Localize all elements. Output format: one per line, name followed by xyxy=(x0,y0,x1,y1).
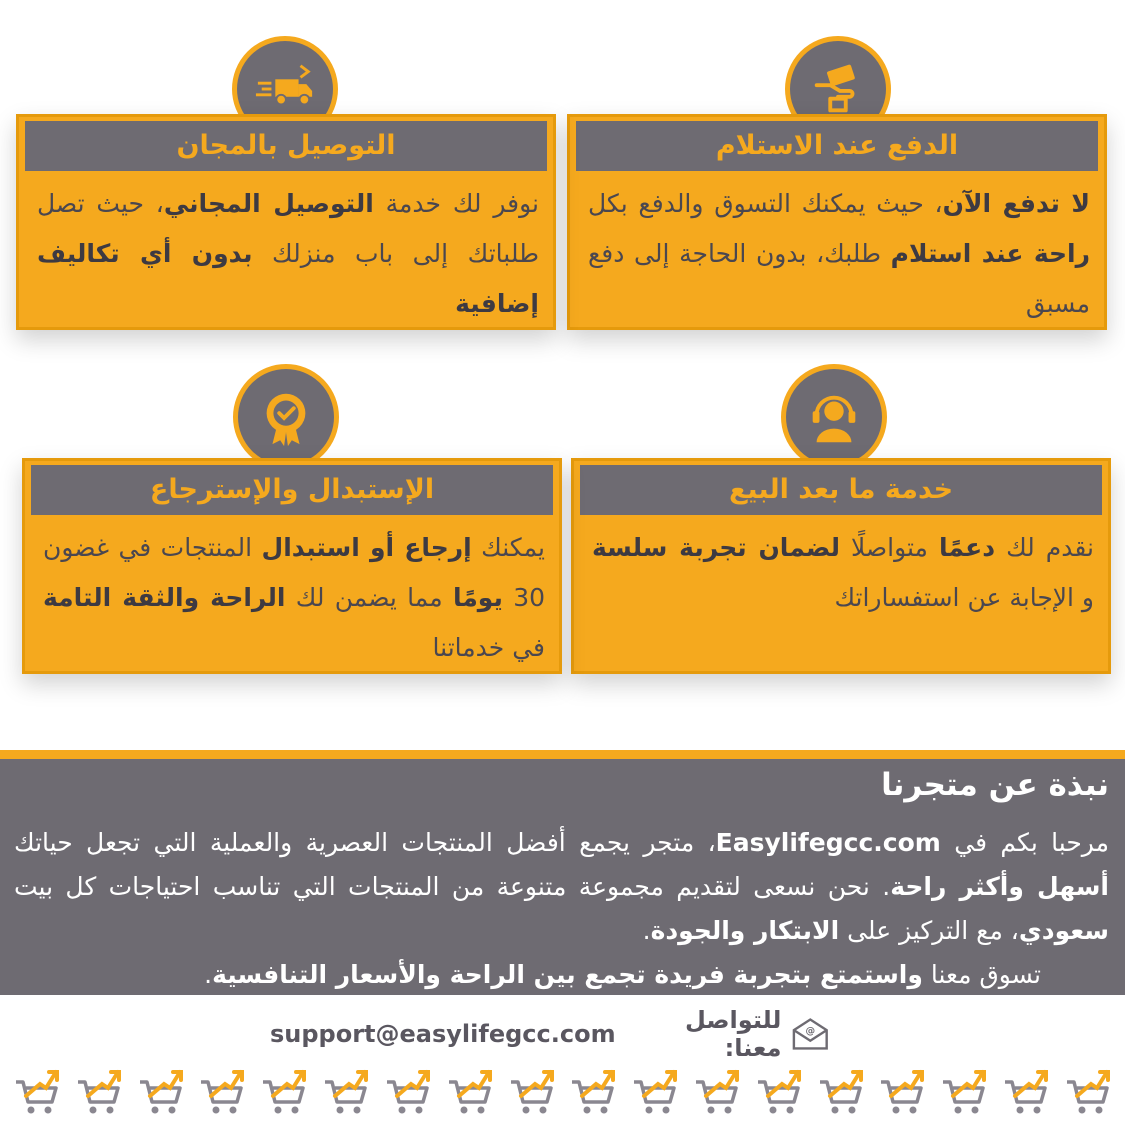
cart-strip xyxy=(14,1066,1111,1122)
about-title: نبذة عن متجرنا xyxy=(881,767,1109,803)
delivery-card-title: التوصيل بالمجان xyxy=(25,121,547,171)
shopping-cart-arrow-icon xyxy=(199,1066,245,1118)
aftersales-card xyxy=(571,458,1111,674)
shopping-cart-arrow-icon xyxy=(385,1066,431,1118)
headset-agent-icon xyxy=(803,386,865,448)
shopping-cart-arrow-icon xyxy=(879,1066,925,1118)
text-segment: طلبك، بدون الحاجة إلى دفع مسبق xyxy=(588,239,1090,318)
text-segment: مما يضمن لك xyxy=(285,583,453,612)
text-segment: دعمًا xyxy=(938,533,996,562)
text-segment: يمكنك xyxy=(471,533,545,562)
text-segment: نوفر لك خدمة xyxy=(373,189,539,218)
contact-line xyxy=(270,1006,830,1062)
contact-email-link[interactable]: support@easylifegcc.com xyxy=(270,1020,616,1048)
text-segment: ، حيث تصل طلباتك إلى باب منزلك xyxy=(37,189,540,268)
text-segment: في خدماتنا xyxy=(432,633,545,662)
shopping-cart-arrow-icon xyxy=(756,1066,802,1118)
text-segment: . نحن نسعى لتقديم مجموعة متنوعة من المنتجات التي تناسب احتياجات كل بيت xyxy=(14,872,891,901)
text-segment: متواصلًا xyxy=(839,533,939,562)
returns-card-text xyxy=(43,523,545,673)
text-segment: سعودي xyxy=(1018,916,1109,945)
text-segment: مرحبا بكم في xyxy=(940,828,1109,857)
text-segment: إرجاع أو استبدال xyxy=(261,533,472,562)
delivery-card-text xyxy=(37,179,539,329)
shopping-cart-arrow-icon xyxy=(76,1066,122,1118)
shopping-cart-arrow-icon xyxy=(694,1066,740,1118)
shopping-cart-arrow-icon xyxy=(818,1066,864,1118)
text-segment: راحة عند استلام xyxy=(890,239,1090,268)
shopping-cart-arrow-icon xyxy=(509,1066,555,1118)
svg-text:@: @ xyxy=(805,1026,816,1037)
returns-card-title: الإستبدال والإسترجاع xyxy=(31,465,553,515)
shopping-cart-arrow-icon xyxy=(570,1066,616,1118)
returns-card xyxy=(22,458,562,674)
aftersales-card-title: خدمة ما بعد البيع xyxy=(580,465,1102,515)
shopping-cart-arrow-icon xyxy=(632,1066,678,1118)
cash-hand-icon xyxy=(807,58,869,120)
returns-badge xyxy=(233,364,339,470)
email-envelope-icon xyxy=(791,1016,830,1052)
shopping-cart-arrow-icon xyxy=(14,1066,60,1118)
cod-card xyxy=(567,114,1107,330)
shopping-cart-arrow-icon xyxy=(1003,1066,1049,1118)
text-segment: الابتكار والجودة xyxy=(650,916,840,945)
aftersales-badge xyxy=(781,364,887,470)
text-segment: لضمان تجربة سلسة xyxy=(592,533,840,562)
shopping-cart-arrow-icon xyxy=(261,1066,307,1118)
cod-card-text xyxy=(588,179,1090,329)
text-segment: لا تدفع الآن xyxy=(942,189,1090,218)
text-segment: بدون أي تكاليف إضافية xyxy=(37,239,539,318)
text-segment: التوصيل المجاني xyxy=(163,189,374,218)
contact-label: للتواصل معنا: xyxy=(684,1006,782,1062)
delivery-card xyxy=(16,114,556,330)
cod-card-title: الدفع عند الاستلام xyxy=(576,121,1098,171)
text-segment: . xyxy=(204,960,213,989)
quality-badge-check-icon xyxy=(255,386,317,448)
shopping-cart-arrow-icon xyxy=(941,1066,987,1118)
text-segment: تسوق معنا xyxy=(922,960,1041,989)
text-segment: واستمتع بتجربة فريدة تجمع بين الراحة والأسعار التنافسية xyxy=(212,960,923,989)
text-segment: Easylifegcc.com xyxy=(715,828,941,857)
shopping-cart-arrow-icon xyxy=(323,1066,369,1118)
shopping-cart-arrow-icon xyxy=(1065,1066,1111,1118)
delivery-truck-icon xyxy=(254,58,316,120)
text-segment: المنتجات في غضون 30 xyxy=(43,533,545,612)
text-segment: ، حيث يمكنك التسوق والدفع بكل xyxy=(588,189,943,218)
text-segment: يومًا xyxy=(452,583,503,612)
text-segment: ، مع التركيز على xyxy=(839,916,1019,945)
text-segment: الراحة والثقة التامة xyxy=(43,583,286,612)
shopping-cart-arrow-icon xyxy=(447,1066,493,1118)
aftersales-card-text xyxy=(592,523,1094,623)
text-segment: و الإجابة عن استفساراتك xyxy=(834,583,1094,612)
about-text xyxy=(14,821,1109,953)
text-segment: نقدم لك xyxy=(995,533,1094,562)
about-section xyxy=(0,750,1125,995)
text-segment: . xyxy=(642,916,651,945)
shopping-cart-arrow-icon xyxy=(138,1066,184,1118)
text-segment: ، متجر يجمع أفضل المنتجات العصرية والعملية التي تجعل حياتك xyxy=(14,828,716,857)
about-closing xyxy=(204,953,1041,997)
text-segment: أسهل وأكثر راحة xyxy=(890,872,1109,901)
